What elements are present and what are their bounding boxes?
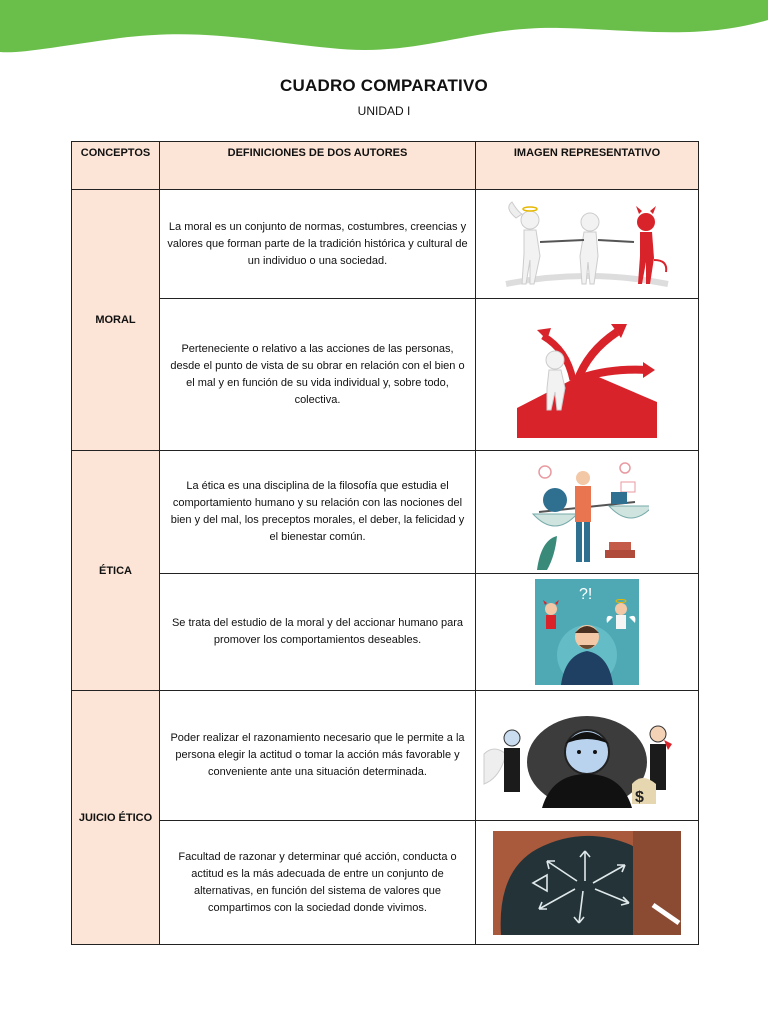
table-row: [72, 574, 699, 691]
image-cell: [476, 821, 699, 945]
definition-cell: La moral es un conjunto de normas, costumbres, creencias y valores que forman parte de la tradición histórica y cultural de un individuo o una sociedad.: [160, 190, 476, 299]
definition-cell: La ética es una disciplina de la filosofía que estudia el comportamiento humano y su relación con las nociones del bien y del mal, los preceptos morales, el deber, la felicidad y el bienestar común.: [160, 451, 476, 574]
column-header-definitions: DEFINICIONES DE DOS AUTORES: [160, 142, 476, 190]
chalkboard-head-arrows-image: [493, 831, 681, 935]
table-row: [72, 821, 699, 945]
definition-cell: Perteneciente o relativo a las acciones de las personas, desde el punto de vista de su obrar en relación con el bien o el mal y en función de su vida individual y, sobre todo, colectiva.: [160, 299, 476, 451]
svg-text:$: $: [635, 788, 644, 806]
image-cell: [476, 299, 699, 451]
header-wave-decoration: [0, 0, 768, 70]
page-subtitle: UNIDAD I: [357, 104, 411, 118]
angel-devil-dilemma-image: [535, 579, 639, 685]
comparison-table: [71, 141, 699, 945]
table-row: [72, 451, 699, 574]
image-cell: [476, 190, 699, 299]
definition-cell: Poder realizar el razonamiento necesario que le permite a la persona elegir la actitud o tomar la acción más favorable y conveniente ante una situación determinada.: [160, 691, 476, 821]
table-header-row: [72, 142, 699, 190]
definition-cell: Facultad de razonar y determinar qué acción, conducta o actitud es la más adecuada de entre un conjunto de alternativas, en función del sistema de valores que compartimos con la sociedad donde vivimos.: [160, 821, 476, 945]
table-row: [72, 299, 699, 451]
image-cell: [476, 574, 699, 691]
column-header-images: IMAGEN REPRESENTATIVO: [476, 142, 699, 190]
concept-juicio-etico: JUICIO ÉTICO: [72, 691, 160, 945]
definition-cell: Se trata del estudio de la moral y del accionar humano para promover los comportamientos deseables.: [160, 574, 476, 691]
red-arrows-crossroads-image: [517, 312, 657, 438]
angel-devil-tug-of-war-image: [502, 198, 672, 290]
image-cell: [476, 451, 699, 574]
image-cell: [476, 691, 699, 821]
concept-etica: ÉTICA: [72, 451, 160, 691]
svg-text:?!: ?!: [579, 586, 593, 603]
table-row: [72, 691, 699, 821]
page-title: CUADRO COMPARATIVO: [280, 76, 488, 95]
column-header-concepts: CONCEPTOS: [72, 142, 160, 190]
table-row: [72, 190, 699, 299]
concept-moral: MORAL: [72, 190, 160, 451]
three-businessmen-image: [482, 704, 692, 808]
ethics-balance-illustration-image: [525, 452, 649, 572]
